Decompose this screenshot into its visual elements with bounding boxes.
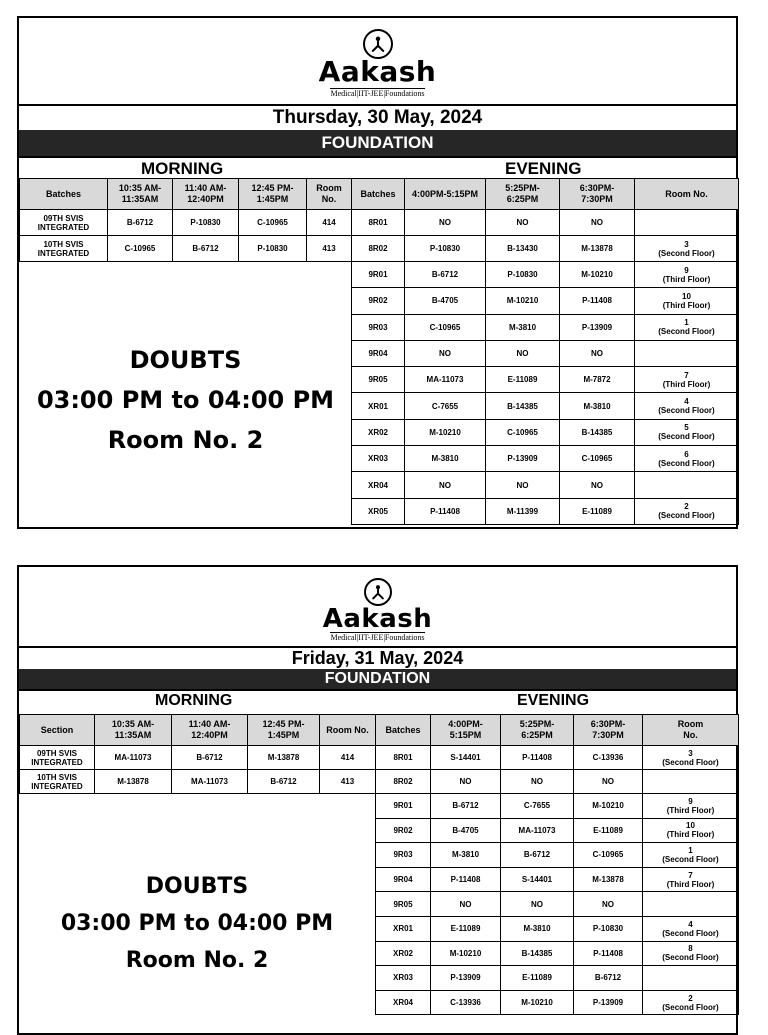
room-cell [643, 941, 739, 966]
evening-cell: E-11089 [574, 818, 643, 843]
morning-cell: B-6712 [173, 236, 239, 262]
evening-batch-cell: 9R02 [376, 818, 431, 843]
evening-cell: NO [560, 472, 635, 498]
room-cell [635, 262, 739, 288]
room-number: 7 [688, 870, 693, 880]
room-number: 4 [688, 919, 693, 929]
logo-header [19, 567, 736, 646]
evening-cell: P-13909 [574, 990, 643, 1015]
room-floor: (Second Floor) [662, 757, 719, 767]
room-cell [635, 498, 739, 524]
morning-column-header: Batches [20, 179, 108, 210]
room-number: 6 [684, 449, 689, 459]
room-floor: (Third Floor) [662, 300, 711, 310]
morning-column-header: 12:45 PM- 1:45PM [248, 715, 320, 746]
morning-cell: MA-11073 [95, 746, 172, 770]
evening-batch-cell: 9R03 [376, 843, 431, 868]
evening-column-header: Room No. [635, 179, 739, 210]
evening-cell: P-11408 [560, 288, 635, 314]
room-cell [643, 916, 739, 941]
session-labels [19, 689, 736, 710]
evening-batch-cell: 9R03 [352, 314, 405, 340]
room-cell [643, 770, 739, 794]
morning-batch-cell: 10TH SVIS INTEGRATED [20, 770, 95, 794]
room-number: 2 [684, 502, 689, 512]
evening-batch-cell: 9R04 [376, 867, 431, 892]
evening-batch-cell: XR03 [352, 446, 405, 472]
evening-batch-cell: XR02 [376, 941, 431, 966]
room-number: 8 [688, 944, 693, 954]
evening-cell: MA-11073 [405, 367, 486, 393]
room-floor: (Second Floor) [658, 406, 715, 416]
evening-cell: M-3810 [431, 843, 501, 868]
evening-batch-cell: 9R05 [352, 367, 405, 393]
evening-cell: E-11089 [431, 916, 501, 941]
evening-cell: M-10210 [405, 419, 486, 445]
program-banner: FOUNDATION [19, 130, 736, 156]
evening-cell: P-11408 [405, 498, 486, 524]
evening-cell: M-7872 [560, 367, 635, 393]
evening-cell: B-13430 [486, 236, 560, 262]
morning-cell: MA-11073 [172, 770, 248, 794]
evening-cell: NO [501, 892, 574, 917]
evening-cell: C-13936 [574, 746, 643, 770]
evening-cell: M-10210 [501, 990, 574, 1015]
evening-cell: P-10830 [486, 262, 560, 288]
evening-column-header: 6:30PM- 7:30PM [574, 715, 643, 746]
brand-tagline: Medical|IIT-JEE|Foundations [330, 633, 425, 642]
evening-cell: B-6712 [574, 966, 643, 991]
evening-cell: B-6712 [405, 262, 486, 288]
evening-column-header: 4:00PM- 5:15PM [431, 715, 501, 746]
room-cell [643, 818, 739, 843]
evening-cell: M-10210 [431, 941, 501, 966]
evening-column-header: 6:30PM- 7:30PM [560, 179, 635, 210]
evening-batch-cell: XR05 [352, 498, 405, 524]
evening-cell: S-14401 [501, 867, 574, 892]
evening-cell: C-13936 [431, 990, 501, 1015]
evening-cell: NO [431, 770, 501, 794]
room-cell [643, 843, 739, 868]
room-floor: (Third Floor) [666, 805, 715, 815]
morning-column-header: 11:40 AM- 12:40PM [172, 715, 248, 746]
room-cell [635, 393, 739, 419]
evening-batch-cell: 8R02 [376, 770, 431, 794]
evening-batch-cell: 8R01 [352, 210, 405, 236]
room-number: 5 [684, 423, 689, 433]
morning-column-header: Room No. [307, 179, 352, 210]
room-cell [635, 340, 739, 366]
room-number: 3 [688, 748, 693, 758]
room-cell [635, 236, 739, 262]
room-number: 9 [688, 796, 693, 806]
evening-batch-cell: XR03 [376, 966, 431, 991]
evening-cell: M-13878 [574, 867, 643, 892]
morning-column-header: 12:45 PM- 1:45PM [239, 179, 307, 210]
evening-column-header: Room No. [643, 715, 739, 746]
morning-column-header: 10:35 AM- 11:35AM [108, 179, 173, 210]
evening-cell: C-10965 [486, 419, 560, 445]
logo-header [19, 18, 736, 104]
doubts-title: DOUBTS [145, 874, 249, 899]
doubts-time: 03:00 PM to 04:00 PM [36, 386, 335, 414]
evening-batch-cell: 8R01 [376, 746, 431, 770]
room-number: 1 [688, 845, 693, 855]
schedule-sheet-friday [17, 565, 738, 1035]
evening-column-header: Batches [352, 179, 405, 210]
evening-batch-cell: XR04 [352, 472, 405, 498]
evening-cell: P-10830 [405, 236, 486, 262]
room-cell [635, 210, 739, 236]
evening-cell: C-10965 [574, 843, 643, 868]
evening-cell: C-10965 [560, 446, 635, 472]
morning-cell: P-10830 [173, 210, 239, 236]
evening-cell: NO [574, 770, 643, 794]
morning-cell: C-10965 [239, 210, 307, 236]
morning-cell: 413 [320, 770, 376, 794]
morning-cell: B-6712 [108, 210, 173, 236]
room-cell [635, 314, 739, 340]
evening-cell: B-14385 [486, 393, 560, 419]
doubts-title: DOUBTS [129, 346, 242, 374]
morning-batch-cell: 09TH SVIS INTEGRATED [20, 746, 95, 770]
morning-cell: P-10830 [239, 236, 307, 262]
evening-cell: B-4705 [431, 818, 501, 843]
evening-cell: E-11089 [486, 367, 560, 393]
evening-column-header: 5:25PM- 6:25PM [486, 179, 560, 210]
room-cell [635, 419, 739, 445]
morning-cell: 414 [320, 746, 376, 770]
evening-cell: B-4705 [405, 288, 486, 314]
evening-cell: B-6712 [431, 794, 501, 819]
room-floor: (Third Floor) [662, 274, 711, 284]
evening-cell: NO [560, 340, 635, 366]
morning-batch-cell: 10TH SVIS INTEGRATED [20, 236, 108, 262]
evening-cell: M-13878 [560, 236, 635, 262]
table-header-row [20, 179, 739, 210]
evening-cell: NO [405, 472, 486, 498]
evening-batch-cell: XR01 [352, 393, 405, 419]
evening-column-header: 5:25PM- 6:25PM [501, 715, 574, 746]
evening-cell: C-7655 [405, 393, 486, 419]
evening-cell: NO [501, 770, 574, 794]
table-row [20, 262, 739, 288]
morning-cell: 414 [307, 210, 352, 236]
room-cell [643, 746, 739, 770]
room-cell [643, 794, 739, 819]
room-floor: (Second Floor) [662, 1002, 719, 1012]
schedule-date: Thursday, 30 May, 2024 [19, 104, 736, 130]
room-floor: (Second Floor) [662, 854, 719, 864]
room-number: 2 [688, 993, 693, 1003]
room-cell [643, 990, 739, 1015]
room-floor: (Second Floor) [658, 432, 715, 442]
evening-cell: P-13909 [486, 446, 560, 472]
morning-label: MORNING [155, 692, 233, 709]
doubts-room: Room No. 2 [107, 426, 264, 454]
evening-batch-cell: XR02 [352, 419, 405, 445]
evening-cell: B-6712 [501, 843, 574, 868]
doubts-notice [19, 340, 352, 460]
morning-cell: 413 [307, 236, 352, 262]
evening-cell: NO [486, 210, 560, 236]
evening-cell: E-11089 [560, 498, 635, 524]
morning-column-header: Room No. [320, 715, 376, 746]
evening-label: EVENING [517, 692, 590, 709]
room-cell [635, 288, 739, 314]
evening-cell: NO [486, 472, 560, 498]
morning-cell: B-6712 [172, 746, 248, 770]
room-floor: (Second Floor) [658, 458, 715, 468]
room-floor: (Third Floor) [662, 379, 711, 389]
room-number: 3 [684, 239, 689, 249]
evening-cell: MA-11073 [501, 818, 574, 843]
evening-cell: NO [574, 892, 643, 917]
evening-cell: B-14385 [501, 941, 574, 966]
room-floor: (Second Floor) [662, 928, 719, 938]
room-cell [635, 472, 739, 498]
evening-cell: E-11089 [501, 966, 574, 991]
evening-cell: S-14401 [431, 746, 501, 770]
evening-cell: M-10210 [486, 288, 560, 314]
room-cell [643, 966, 739, 991]
brand-name: Aakash [318, 55, 437, 88]
program-banner: FOUNDATION [19, 669, 736, 689]
evening-cell: B-14385 [560, 419, 635, 445]
evening-batch-cell: 9R01 [376, 794, 431, 819]
morning-batch-cell: 09TH SVIS INTEGRATED [20, 210, 108, 236]
evening-cell: NO [405, 210, 486, 236]
room-number: 1 [684, 318, 689, 328]
brand-name: Aakash [322, 604, 433, 634]
evening-cell: C-7655 [501, 794, 574, 819]
room-number: 7 [684, 370, 689, 380]
doubts-notice [19, 868, 375, 979]
evening-batch-cell: 9R01 [352, 262, 405, 288]
evening-cell: P-13909 [431, 966, 501, 991]
evening-cell: NO [405, 340, 486, 366]
evening-cell: M-3810 [501, 916, 574, 941]
room-number: 10 [686, 821, 695, 831]
doubts-room: Room No. 2 [125, 948, 269, 973]
evening-cell: P-10830 [574, 916, 643, 941]
table-row [20, 236, 739, 262]
schedule-date: Friday, 31 May, 2024 [19, 646, 736, 669]
evening-column-header: Batches [376, 715, 431, 746]
evening-cell: C-10965 [405, 314, 486, 340]
evening-cell: P-11408 [574, 941, 643, 966]
room-cell [635, 367, 739, 393]
brand-tagline: Medical|IIT-JEE|Foundations [330, 89, 425, 98]
evening-batch-cell: 9R04 [352, 340, 405, 366]
room-floor: (Third Floor) [666, 830, 715, 840]
room-floor: (Second Floor) [658, 511, 715, 521]
evening-cell: M-10210 [574, 794, 643, 819]
room-number: 10 [682, 291, 691, 301]
evening-cell: NO [431, 892, 501, 917]
evening-cell: M-3810 [405, 446, 486, 472]
room-floor: (Third Floor) [666, 879, 715, 889]
room-cell [643, 867, 739, 892]
room-cell [643, 892, 739, 917]
room-floor: (Second Floor) [658, 327, 715, 337]
morning-label: MORNING [141, 159, 224, 178]
schedule-sheet-thursday [17, 16, 738, 529]
evening-batch-cell: 9R02 [352, 288, 405, 314]
table-header-row [20, 715, 739, 746]
evening-cell: NO [560, 210, 635, 236]
table-row [20, 794, 739, 819]
doubts-time: 03:00 PM to 04:00 PM [60, 911, 334, 936]
morning-cell: B-6712 [248, 770, 320, 794]
room-number: 4 [684, 397, 689, 407]
session-labels [19, 156, 736, 180]
morning-column-header: 11:40 AM- 12:40PM [173, 179, 239, 210]
room-floor: (Second Floor) [658, 248, 715, 258]
morning-cell: M-13878 [95, 770, 172, 794]
evening-label: EVENING [505, 159, 582, 178]
table-row [20, 770, 739, 794]
evening-batch-cell: XR01 [376, 916, 431, 941]
table-row [20, 746, 739, 770]
evening-batch-cell: 9R05 [376, 892, 431, 917]
room-cell [635, 446, 739, 472]
morning-cell: C-10965 [108, 236, 173, 262]
evening-cell: M-10210 [560, 262, 635, 288]
aakash-logo-icon [364, 578, 392, 606]
evening-cell: P-11408 [501, 746, 574, 770]
room-floor: (Second Floor) [662, 953, 719, 963]
evening-cell: P-13909 [560, 314, 635, 340]
room-number: 9 [684, 265, 689, 275]
evening-cell: NO [486, 340, 560, 366]
morning-cell: M-13878 [248, 746, 320, 770]
evening-column-header: 4:00PM-5:15PM [405, 179, 486, 210]
evening-cell: M-3810 [560, 393, 635, 419]
table-row [20, 210, 739, 236]
evening-cell: M-11399 [486, 498, 560, 524]
evening-batch-cell: 8R02 [352, 236, 405, 262]
evening-cell: M-3810 [486, 314, 560, 340]
morning-column-header: 10:35 AM- 11:35AM [95, 715, 172, 746]
morning-column-header: Section [20, 715, 95, 746]
evening-cell: P-11408 [431, 867, 501, 892]
evening-batch-cell: XR04 [376, 990, 431, 1015]
